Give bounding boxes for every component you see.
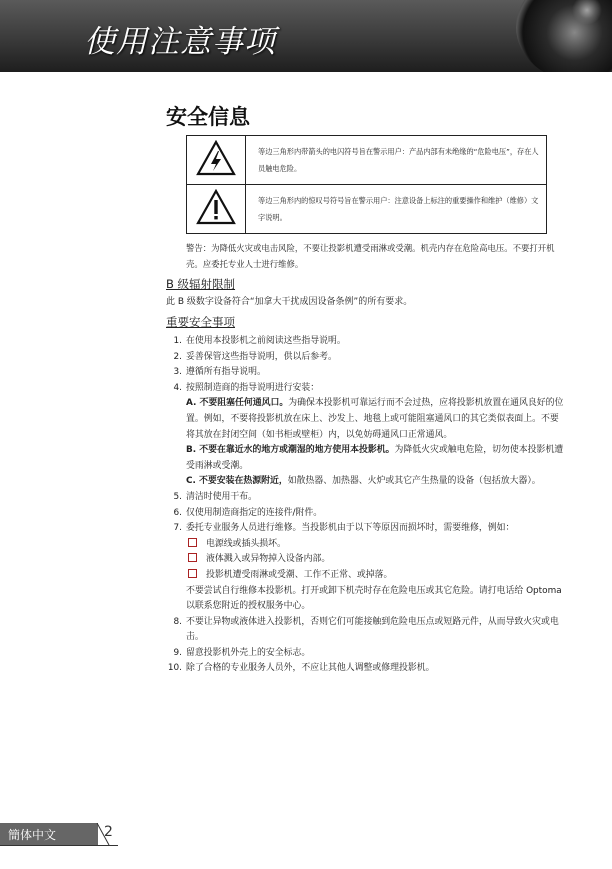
- checkbox-bullet-icon: [188, 538, 197, 547]
- bullet-text: 投影机遭受雨淋或受潮、工作不正常、或掉落。: [206, 569, 393, 580]
- item-text: 留意投影机外壳上的安全标志。: [186, 647, 311, 658]
- bullet-text: 液体溅入或异物掉入设备内部。: [206, 554, 331, 565]
- list-item: [166, 381, 566, 490]
- item-text: 不要让异物或液体进入投影机，否则它们可能接触到危险电压点或短路元件，从而导致火灾或电击。: [186, 616, 559, 643]
- item-number: 3.: [173, 367, 182, 378]
- item-text: 仅使用制造商指定的连接件/附件。: [186, 507, 323, 518]
- sub-item-text: 为降低火灾或触电危险，切勿使本投影机遭受雨淋或受潮。: [186, 445, 564, 471]
- lightning-warning-icon: [187, 136, 246, 185]
- repair-note: 不要尝试自行维修本投影机。打开或卸下机壳时存在危险电压或其它危险。请打电话给 Optoma 以联系您附近的授权服务中心。: [186, 585, 562, 612]
- item-number: 5.: [173, 491, 182, 502]
- footer-language: 簡体中文: [8, 828, 57, 842]
- sub-item-b: [186, 443, 566, 474]
- item-text: 按照制造商的指导说明进行安装：: [186, 382, 320, 393]
- item-number: 9.: [173, 647, 182, 658]
- item-number: 2.: [173, 351, 182, 362]
- warning-symbols-table: [186, 135, 547, 234]
- checkbox-bullet-item: [186, 537, 566, 553]
- item-text: 妥善保管这些指导说明，供以后参考。: [186, 351, 337, 362]
- warning-row: [187, 136, 547, 185]
- page-number: 2: [104, 824, 113, 840]
- checkbox-bullet-icon: [188, 569, 197, 578]
- exclamation-warning-icon: [187, 185, 246, 234]
- sub-item-heading: A. 不要阻塞任何通风口。: [186, 398, 289, 409]
- list-item: [166, 350, 566, 366]
- item-text: 除了合格的专业服务人员外，不应让其他人调整或修理投影机。: [186, 663, 435, 674]
- bullet-text: 电源线或插头损坏。: [206, 538, 286, 549]
- sub-item-a: [186, 396, 566, 443]
- item-number: 8.: [173, 616, 182, 627]
- sub-item-text: 为确保本投影机可靠运行而不会过热，应将投影机放置在通风良好的位置。例如，不要将投影机放在床上、沙发上、地毯上或可能阻塞通风口的其它类似表面上。不要将其放在封闭空间（如书柜或壁柜）内，以免妨碍通风口正常通风。: [186, 398, 564, 440]
- item-text: 委托专业服务人员进行维修。当投影机由于以下等原因而损坏时，需要维修，例如：: [186, 523, 515, 534]
- header-banner: [0, 0, 612, 72]
- item-text: 清洁时使用干布。: [186, 491, 257, 502]
- sub-item-text: 如散热器、加热器、火炉或其它产生热量的设备（包括放大器）。: [287, 476, 541, 487]
- item-text: 遵循所有指导说明。: [186, 367, 266, 378]
- checkbox-bullet-icon: [188, 553, 197, 562]
- list-item: [166, 615, 566, 646]
- sub-item-c: [186, 474, 566, 490]
- class-b-title: B 级辐射限制: [166, 277, 236, 291]
- list-item: [166, 521, 566, 615]
- list-item: [166, 334, 566, 350]
- warning-note: 警告：为降低火灾或电击风险，不要让投影机遭受雨淋或受潮。机壳内存在危险高电压。不要打开机壳。应委托专业人士进行维修。: [186, 243, 555, 269]
- warning-text: 等边三角形内的惊叹号符号旨在警示用户：注意设备上标注的重要操作和维护（维修）文字说明。: [246, 185, 547, 234]
- item-number: 6.: [173, 507, 182, 518]
- section-title: 安全信息: [166, 105, 250, 129]
- list-item: [166, 661, 566, 677]
- safety-list: [166, 334, 566, 677]
- warning-row: [187, 185, 547, 234]
- page-title: 使用注意事项: [84, 24, 276, 60]
- footer-rule: [0, 845, 118, 846]
- list-item: [166, 365, 566, 381]
- list-item: [166, 646, 566, 662]
- item-number: 10.: [167, 663, 182, 674]
- sub-item-heading: C. 不要安装在热源附近，: [186, 476, 288, 487]
- item-number: 1.: [173, 336, 182, 346]
- item-text: 在使用本投影机之前阅读这些指导说明。: [186, 336, 346, 346]
- warning-text: 等边三角形内带箭头的电闪符号旨在警示用户：产品内部有未绝缘的“危险电压”，存在人员触电危险。: [246, 136, 547, 185]
- item-number: 7.: [173, 523, 182, 534]
- sub-item-heading: B. 不要在靠近水的地方或潮湿的地方使用本投影机。: [186, 445, 395, 456]
- safety-title: 重要安全事项: [166, 315, 235, 329]
- list-item: [166, 506, 566, 522]
- footer-language-tab: [0, 823, 98, 845]
- checkbox-bullet-item: [186, 552, 566, 568]
- item-number: 4.: [173, 382, 182, 393]
- class-b-text: 此 B 级数字设备符合“加拿大干扰成因设备条例”的所有要求。: [166, 297, 413, 307]
- list-item: [166, 490, 566, 506]
- checkbox-bullet-item: [186, 568, 566, 584]
